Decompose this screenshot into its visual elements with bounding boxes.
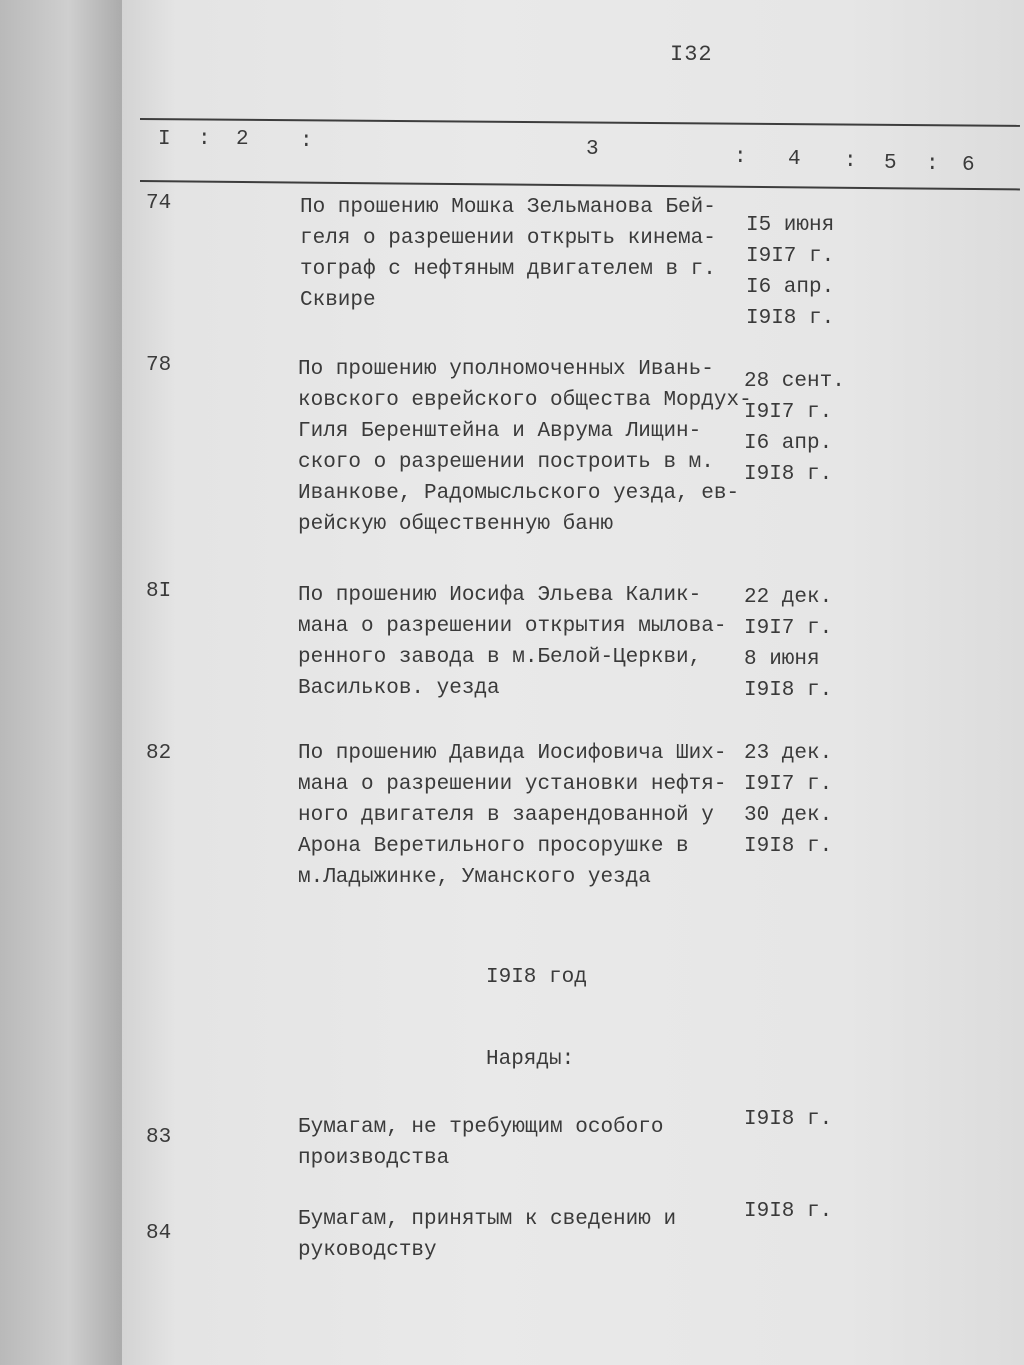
table-header-bottom-rule [140,180,1020,190]
entry-dates [744,738,832,862]
entry-line: Арона Веретильного просорушке в [298,835,689,858]
entry-line: руководству [298,1239,437,1262]
entry-date-line: 23 дек. [744,742,833,765]
column-separator: : [844,150,857,173]
entry-number: 84 [146,1222,172,1245]
entry-dates [744,366,845,490]
entry-line: мана о разрешении открытия мылова- [298,615,727,638]
entry-line: тограф с нефтяным двигателем в г. [300,258,716,281]
column-header-4: 4 [788,148,801,171]
entry-description [298,1204,676,1266]
column-separator: : [300,130,313,153]
entry-date-line: I9I7 г. [744,617,833,640]
entry-line: рейскую общественную баню [298,513,614,536]
entry-date-line: 28 сент. [744,370,845,393]
entry-line: По прошению Иосифа Эльева Калик- [298,584,702,607]
entry-date-line: I9I8 г. [744,1108,833,1131]
entry-date-line: I9I7 г. [744,401,833,424]
column-header-6: 6 [962,154,975,177]
entry-dates [744,582,832,706]
entry-number: 8I [146,580,172,603]
entry-line: ского о разрешении построить в м. [298,451,714,474]
column-header-2: 2 [236,128,249,151]
entry-line: Бумагам, не требующим особого [298,1116,664,1139]
entry-line: Васильков. уезда [298,677,500,700]
entry-date-line: 30 дек. [744,804,833,827]
entry-line: м.Ладыжинке, Уманского уезда [298,866,651,889]
column-header-3: 3 [586,138,599,161]
entry-date-line: 8 июня [744,648,820,671]
section-subheading: Наряды: [486,1048,575,1071]
entry-dates [744,1104,832,1135]
column-separator: : [926,153,939,176]
entry-line: Гиля Беренштейна и Аврума Лищин- [298,420,702,443]
entry-line: ковского еврейского общества Мордух- [298,389,752,412]
entry-dates [744,1196,832,1227]
entry-date-line: I6 апр. [744,432,833,455]
entry-number: 83 [146,1126,172,1149]
entry-line: Бумагам, принятым к сведению и [298,1208,677,1231]
entry-number: 82 [146,742,172,765]
entry-number: 74 [146,192,172,215]
entry-description [298,1112,663,1174]
entry-line: геля о разрешении открыть кинема- [300,227,716,250]
column-separator: : [198,128,211,151]
document-page [122,0,1024,1365]
entry-line: ного двигателя в заарендованной у [298,804,714,827]
column-header-5: 5 [884,152,897,175]
table-header-top-rule [140,118,1020,127]
year-heading: I9I8 год [486,966,587,989]
entry-description [300,192,716,316]
entry-description [298,354,752,540]
page-number: I32 [670,42,713,67]
entry-date-line: I5 июня [746,214,835,237]
entry-line: ренного завода в м.Белой-Церкви, [298,646,702,669]
entry-date-line: I9I8 г. [744,463,833,486]
entry-date-line: I9I7 г. [746,245,835,268]
left-page-edge [0,0,125,1365]
entry-line: Иванкове, Радомысльского уезда, ев- [298,482,740,505]
entry-date-line: I9I7 г. [744,773,833,796]
entry-number: 78 [146,354,172,377]
entry-date-line: I9I8 г. [744,835,833,858]
entry-line: По прошению Давида Иосифовича Ших- [298,742,727,765]
entry-description [298,580,726,704]
entry-description [298,738,726,893]
entry-line: По прошению Мошка Зельманова Бей- [300,196,716,219]
entry-date-line: 22 дек. [744,586,833,609]
entry-dates [746,210,834,334]
entry-line: мана о разрешении установки нефтя- [298,773,727,796]
entry-line: производства [298,1147,450,1170]
entry-date-line: I6 апр. [746,276,835,299]
entry-line: По прошению уполномоченных Ивань- [298,358,714,381]
entry-line: Сквире [300,289,376,312]
entry-date-line: I9I8 г. [744,679,833,702]
entry-date-line: I9I8 г. [744,1200,833,1223]
column-header-1: I [158,128,171,151]
entry-date-line: I9I8 г. [746,307,835,330]
column-separator: : [734,146,747,169]
